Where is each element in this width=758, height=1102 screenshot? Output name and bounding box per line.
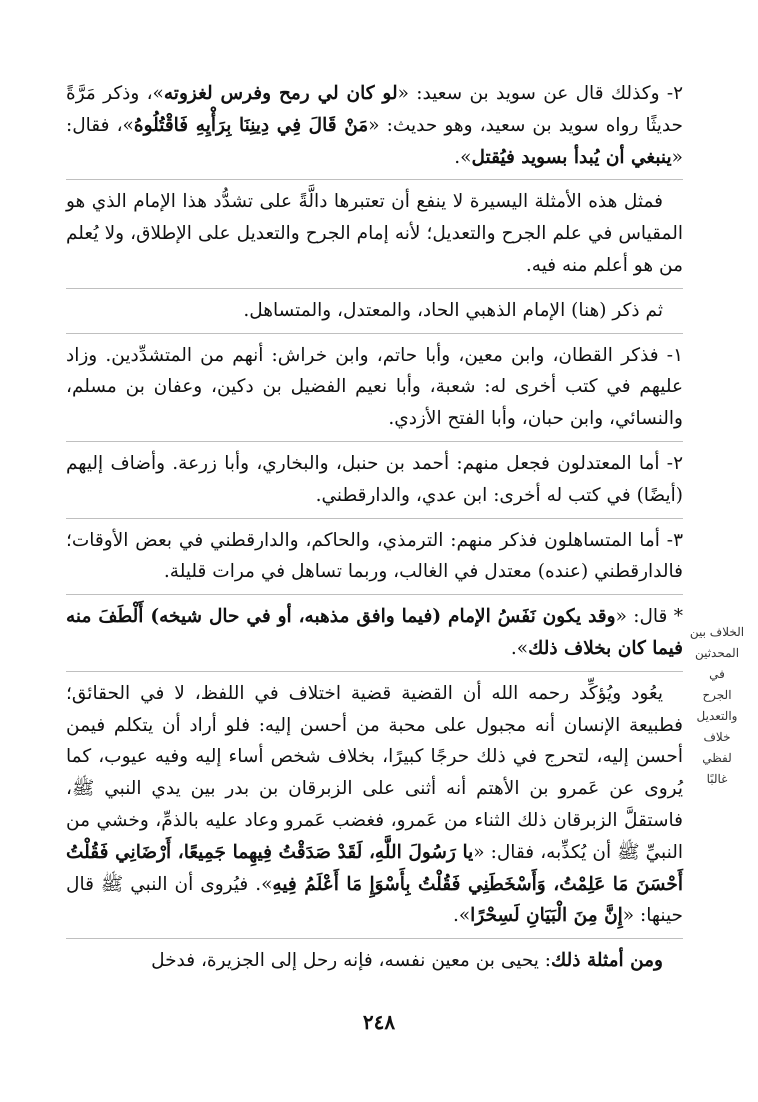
divider-rule xyxy=(66,518,683,519)
text-segment: * قال: « xyxy=(615,606,683,628)
paragraph-verbal-difference xyxy=(66,678,683,932)
text-segment: ». xyxy=(454,146,472,168)
margin-note-line: خلاف لفظي xyxy=(702,730,732,765)
divider-rule xyxy=(66,288,683,289)
paragraph-dhahabi-quote xyxy=(66,601,683,665)
text-segment: ». xyxy=(452,905,471,927)
margin-note-line: والتعديل xyxy=(696,709,738,723)
quote-bold: لو كان لي رمح وفرس لغزوته xyxy=(163,83,398,104)
paragraph-ibn-maeen-example xyxy=(66,945,683,977)
divider-rule xyxy=(66,671,683,672)
divider-rule xyxy=(66,441,683,442)
divider-rule xyxy=(66,179,683,180)
divider-rule xyxy=(66,938,683,939)
text-segment: ». فيُروى أن النبي ﷺ قال حينها: « xyxy=(66,873,683,927)
margin-note-line: الخلاف بين xyxy=(689,625,745,639)
text-segment: ». xyxy=(510,637,529,659)
hadith-bold: يا رَسُولَ اللَّهِ، لَقَدْ صَدَقْتُ فِيهِما جَمِيعًا، أَرْضَانِي فَقُلْتُ أَحْسَنَ مَا عَلِمْتُ، وَأَسْخَطَنِي فَقُلْتُ بِأَسْوَإِ مَا أَعْلَمُ فِيهِ xyxy=(66,841,683,895)
margin-note-line: الجرح xyxy=(702,688,732,702)
paragraph-examples-conclusion: فمثل هذه الأمثلة اليسيرة لا ينفع أن تعتبرها دالَّةً على تشدُّد هذا الإمام الذي هو المقياس في علم الجرح والتعديل؛ لأنه إمام الجرح والتعديل على الإطلاق، ولا يُعلم من هو أعلم منه فيه. xyxy=(66,191,683,276)
paragraph-categories-intro: ثم ذكر (هنا) الإمام الذهبي الحاد، والمعتدل، والمتساهل. xyxy=(243,299,663,321)
hadith-bold: مَنْ قَالَ فِي دِينِنَا بِرَأْيِهِ فَاقْتُلُوهُ xyxy=(133,114,369,136)
margin-note-line: المحدثين في xyxy=(694,646,740,681)
quote-bold: ينبغي أن يُبدأ بسويد فيُقتل xyxy=(471,146,672,168)
hadith-bold: إِنَّ مِنَ الْبَيَانِ لَسِحْرًا xyxy=(470,905,623,927)
margin-note-line: غالبًا xyxy=(706,772,728,786)
paragraph-sowayd-example xyxy=(66,78,683,173)
main-text-column xyxy=(66,78,683,977)
text-segment: : يحيى بن معين نفسه، فإنه رحل إلى الجزيرة، فدخل xyxy=(151,950,552,972)
lead-bold: ومن أمثلة ذلك xyxy=(551,950,663,972)
paragraph-strict-critics: ١- فذكر القطان، وابن معين، وأبا حاتم، وابن خراش: أنهم من المتشدِّدين. وزاد عليهم في كتب أخرى له: شعبة، وأبا نعيم الفضيل بن دكين، وعفان بن مسلم، والنسائي، وابن حبان، وأبا الفتح الأزدي. xyxy=(66,344,683,430)
text-segment: يعُود ويُؤكِّد رحمه الله أن القضية قضية اختلاف في اللفظ، لا في الحقائق؛ فطبيعة الإنسان أنه مجبول على محبة من أحسن إليه: فلو أراد أن يتكلم فيمن أحسن إليه، لتحرج في ذلك حرجًا كبيرًا، بخلاف شخص أساء إليه وفيه عيوب، كما يُروى عن عَمرو بن الأهتم أنه أثنى على الزبرقان بن بدر بين يدي النبي ﷺ، فاستقلَّ الزبرقان ذلك الثناء من عَمرو، فغضب عَمرو وعاد عليه بالذمِّ، وخشي من النبيِّ ﷺ أن يُكذِّبه، فقال: « xyxy=(66,682,683,863)
text-segment: »، وذكر مَرَّةً حديثًا رواه سويد بن سعيد، وهو حديث: « xyxy=(66,83,683,136)
quote-bold: وقد يكون نَفَسُ الإمام (فيما وافق مذهبه، أو في حال شيخه) أَلْطَفَ منه فيما كان بخلاف ذلك xyxy=(66,606,683,659)
divider-rule xyxy=(66,333,683,334)
paragraph-lenient-critics: ٣- أما المتساهلون فذكر منهم: الترمذي، والحاكم، والدارقطني في بعض الأوقات؛ فالدارقطني (عنده) معتدل في الغالب، وربما تساهل في مرات قليلة. xyxy=(66,529,683,583)
text-segment: ٢- وكذلك قال عن سويد بن سعيد: « xyxy=(397,83,684,104)
divider-rule xyxy=(66,594,683,595)
page-number: ٢٤٨ xyxy=(362,1010,396,1034)
paragraph-moderate-critics: ٢- أما المعتدلون فجعل منهم: أحمد بن حنبل، والبخاري، وأبا زرعة. وأضاف إليهم (أيضًا) في كتب له أخرى: ابن عدي، والدارقطني. xyxy=(66,452,683,506)
margin-note xyxy=(688,622,746,790)
text-segment: »، فقال: « xyxy=(66,114,683,168)
